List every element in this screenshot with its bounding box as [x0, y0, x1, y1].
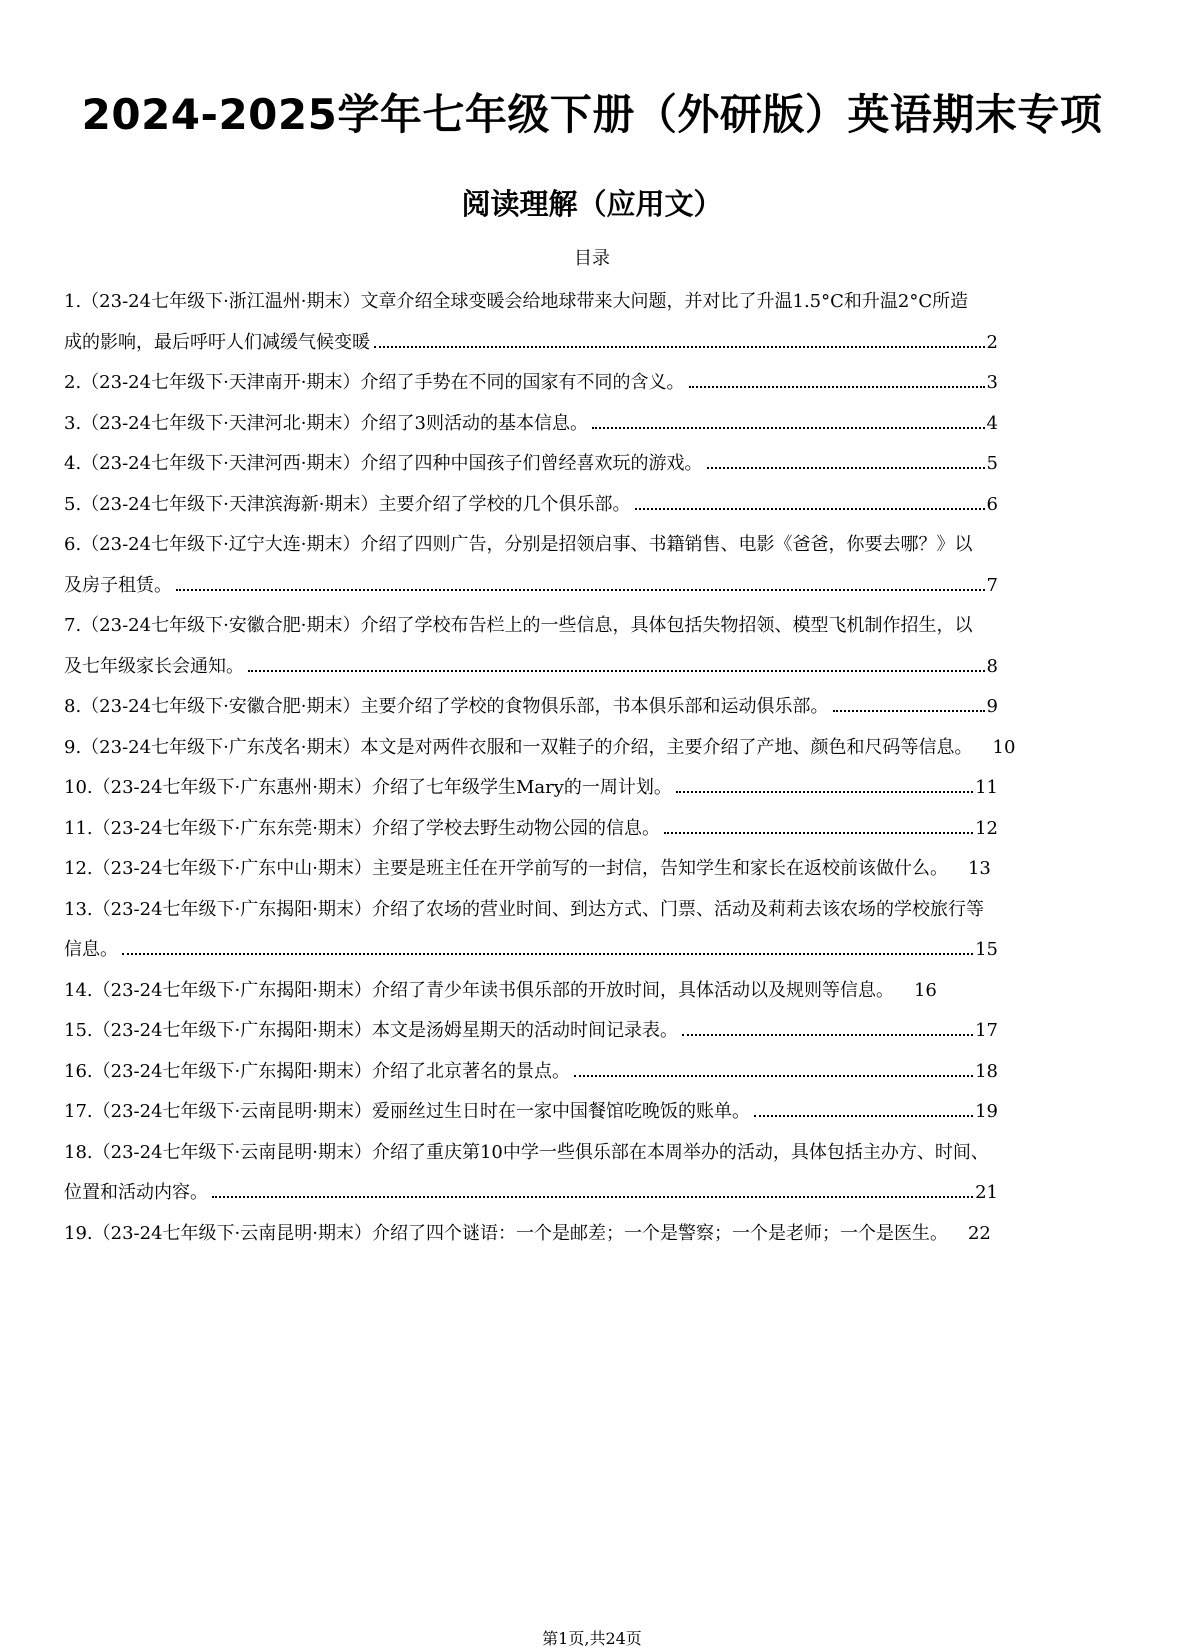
toc-entry-text: 信息。 — [64, 939, 118, 960]
toc-page-number: 12 — [975, 817, 998, 839]
toc-leader-dots — [212, 1196, 973, 1198]
toc-page-number: 16 — [913, 979, 937, 1001]
toc-page-number: 22 — [967, 1222, 991, 1244]
toc-leader-dots — [248, 670, 985, 672]
document-title: 2024-2025学年七年级下册（外研版）英语期末专项 — [81, 90, 1103, 139]
toc-entry-text: 1.（23-24七年级下·浙江温州·期末）文章介绍全球变暖会给地球带来大问题，并对比了升温1.5°C和升温2°C所造 — [64, 291, 969, 312]
document-subtitle: 阅读理解（应用文） — [461, 187, 723, 221]
toc-leader-dots — [833, 710, 985, 712]
toc-leader-dots — [754, 1115, 973, 1117]
toc-heading: 目录 — [574, 248, 610, 269]
toc-entry[interactable] — [64, 890, 1138, 971]
toc-entry-text: 19.（23-24七年级下·云南昆明·期末）介绍了四个谜语：一个是邮差；一个是警察；一个是老师；一个是医生。 — [64, 1222, 948, 1244]
toc-entry-text: 12.（23-24七年级下·广东中山·期末）主要是班主任在开学前写的一封信，告知学生和家长在返校前该做什么。 — [64, 858, 948, 879]
toc-page-number: 5 — [986, 453, 998, 474]
toc-entry[interactable] — [64, 525, 1138, 606]
toc-leader-dots — [592, 427, 985, 429]
toc-entry[interactable] — [64, 1052, 1138, 1093]
toc-entry-text: 3.（23-24七年级下·天津河北·期末）介绍了3则活动的基本信息。 — [64, 412, 588, 434]
toc-entry[interactable] — [64, 1133, 1138, 1214]
toc-entry-text: 5.（23-24七年级下·天津滨海新·期末）主要介绍了学校的几个俱乐部。 — [64, 493, 631, 515]
toc-page-number: 13 — [967, 858, 991, 879]
toc-page-number: 15 — [975, 939, 998, 960]
toc-entry-text: 成的影响，最后呼吁人们减缓气候变暖 — [64, 331, 370, 353]
toc-leader-dots — [176, 589, 985, 591]
toc-leader-dots — [707, 467, 985, 469]
toc-leader-dots — [664, 832, 973, 834]
page-footer: 第1页,共24页 — [542, 1629, 642, 1648]
toc-entry-text: 6.（23-24七年级下·辽宁大连·期末）介绍了四则广告，分别是招领启事、书籍销售、电影《爸爸，你要去哪？》以 — [64, 534, 973, 555]
toc-page-number: 2 — [986, 331, 998, 353]
toc-entry-text: 17.（23-24七年级下·云南昆明·期末）爱丽丝过生日时在一家中国餐馆吃晚饭的账单。 — [64, 1101, 750, 1122]
toc-entry-text: 15.（23-24七年级下·广东揭阳·期末）本文是汤姆星期天的活动时间记录表。 — [64, 1020, 678, 1041]
toc-leader-dots — [682, 1034, 973, 1036]
toc-entry-text: 11.（23-24七年级下·广东东莞·期末）介绍了学校去野生动物公园的信息。 — [64, 817, 660, 839]
toc-entry-text: 2.（23-24七年级下·天津南开·期末）介绍了手势在不同的国家有不同的含义。 — [64, 372, 685, 393]
toc-page-number: 4 — [986, 412, 998, 434]
toc-entry[interactable] — [64, 363, 1138, 404]
toc-entry-text: 16.（23-24七年级下·广东揭阳·期末）介绍了北京著名的景点。 — [64, 1060, 570, 1082]
toc-page-number: 7 — [986, 574, 998, 596]
toc-entry-text: 10.（23-24七年级下·广东惠州·期末）介绍了七年级学生Mary的一周计划。 — [64, 777, 672, 798]
toc-entry[interactable] — [64, 282, 1138, 363]
toc-entry-text: 及房子租赁。 — [64, 574, 172, 596]
toc-entry-text: 14.（23-24七年级下·广东揭阳·期末）介绍了青少年读书俱乐部的开放时间，具体活动以及规则等信息。 — [64, 979, 894, 1001]
toc-page-number: 6 — [986, 493, 998, 515]
toc-entry-text: 7.（23-24七年级下·安徽合肥·期末）介绍了学校布告栏上的一些信息，具体包括失物招领、模型飞机制作招生，以 — [64, 615, 973, 636]
toc-entry-text: 13.（23-24七年级下·广东揭阳·期末）介绍了农场的营业时间、到达方式、门票、活动及莉莉去该农场的学校旅行等 — [64, 898, 984, 920]
toc-entry[interactable] — [64, 485, 1138, 526]
toc-entry-text: 18.（23-24七年级下·云南昆明·期末）介绍了重庆第10中学一些俱乐部在本周举办的活动，具体包括主办方、时间、 — [64, 1141, 989, 1163]
toc-page-number: 11 — [975, 777, 998, 798]
toc-entry[interactable] — [64, 849, 1138, 890]
toc-entry-text: 位置和活动内容。 — [64, 1182, 208, 1203]
toc-leader-dots — [574, 1075, 973, 1077]
toc-entry[interactable] — [64, 728, 1138, 769]
toc-entry[interactable] — [64, 1214, 1138, 1255]
toc-page-number: 8 — [986, 655, 998, 677]
toc-page-number: 9 — [986, 696, 998, 717]
toc-leader-dots — [676, 791, 973, 793]
toc-entry[interactable] — [64, 687, 1138, 728]
toc-entry-text: 9.（23-24七年级下·广东茂名·期末）本文是对两件衣服和一双鞋子的介绍，主要介绍了产地、颜色和尺码等信息。 — [64, 736, 973, 758]
toc-page-number: 17 — [975, 1020, 998, 1041]
toc-entry[interactable] — [64, 404, 1138, 445]
toc-page-number: 19 — [975, 1101, 998, 1122]
toc-leader-dots — [122, 953, 973, 955]
toc-entry[interactable] — [64, 768, 1138, 809]
toc-entry[interactable] — [64, 1092, 1138, 1133]
toc-entry[interactable] — [64, 971, 1138, 1012]
toc-entry[interactable] — [64, 606, 1138, 687]
toc-entry[interactable] — [64, 1011, 1138, 1052]
toc-leader-dots — [689, 386, 985, 388]
toc-page-number: 3 — [986, 372, 998, 393]
toc-entry-text: 8.（23-24七年级下·安徽合肥·期末）主要介绍了学校的食物俱乐部，书本俱乐部和运动俱乐部。 — [64, 696, 829, 717]
toc-page-number: 10 — [992, 736, 1016, 758]
toc-leader-dots — [374, 346, 985, 348]
toc-leader-dots — [635, 508, 985, 510]
toc-page-number: 21 — [975, 1182, 998, 1203]
toc-page-number: 18 — [975, 1060, 998, 1082]
toc-entry-text: 4.（23-24七年级下·天津河西·期末）介绍了四种中国孩子们曾经喜欢玩的游戏。 — [64, 453, 703, 474]
table-of-contents — [64, 282, 1138, 1254]
toc-entry-text: 及七年级家长会通知。 — [64, 655, 244, 677]
toc-entry[interactable] — [64, 444, 1138, 485]
toc-entry[interactable] — [64, 809, 1138, 850]
